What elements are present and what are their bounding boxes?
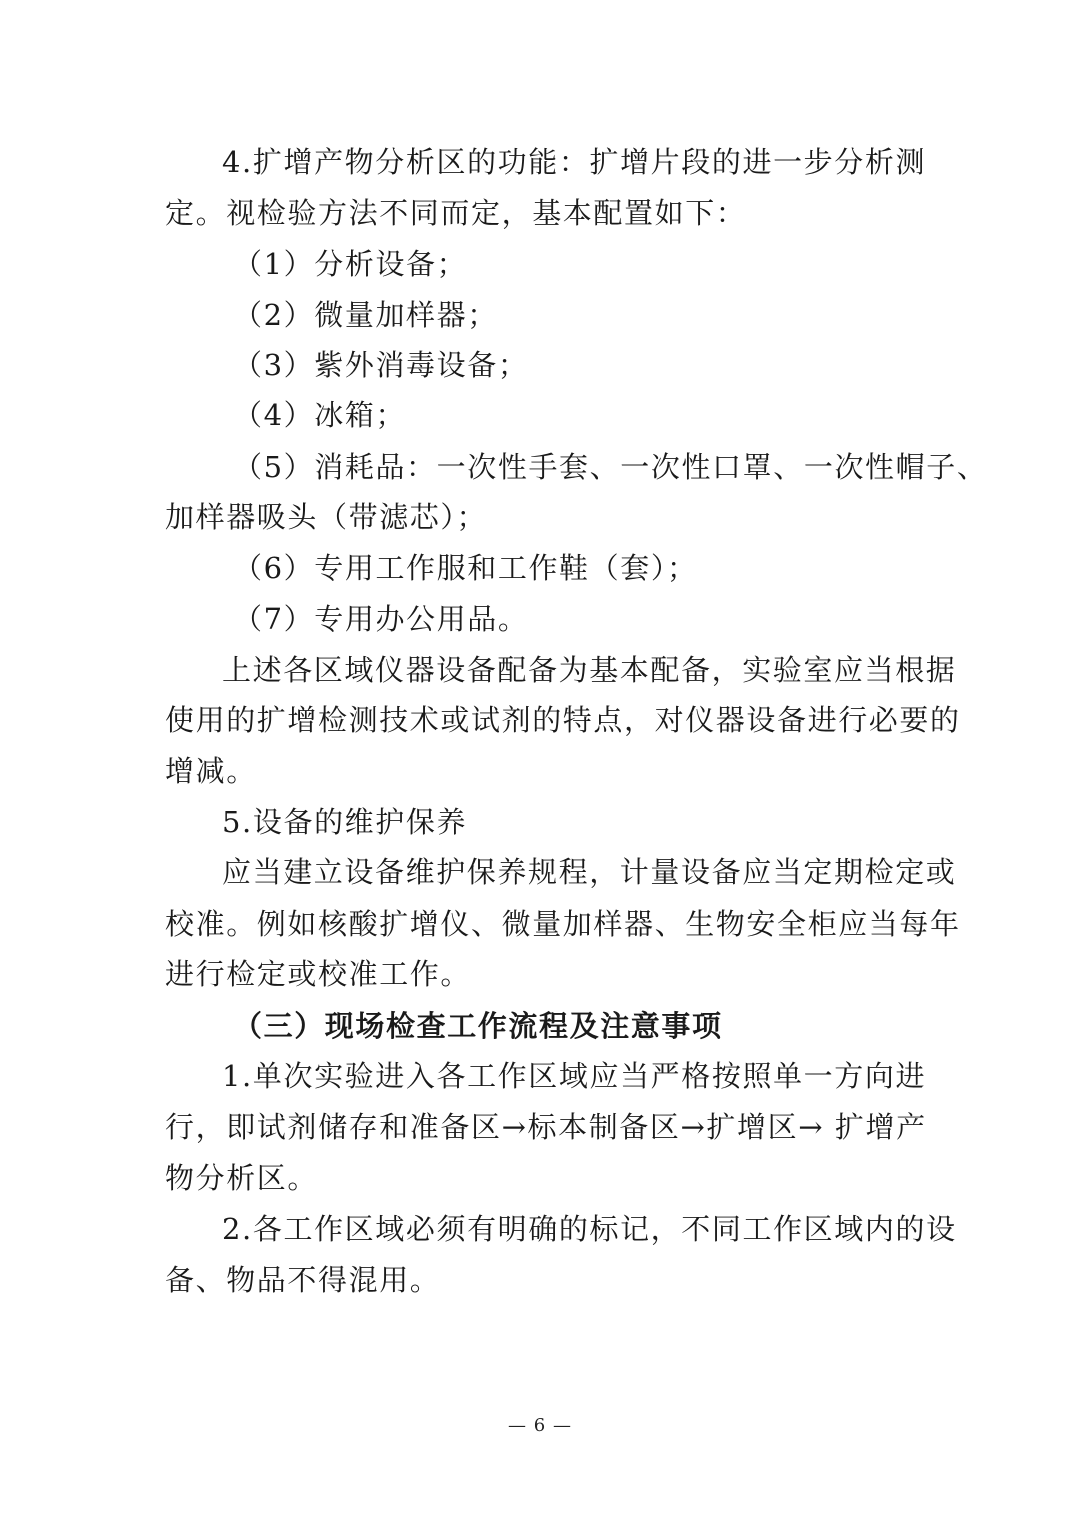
section-heading: （三）现场检查工作流程及注意事项 [233, 1009, 723, 1043]
list-item: （6）专用工作服和工作鞋（套）； [233, 551, 698, 585]
paragraph-line: 进行检定或校准工作。 [165, 957, 472, 991]
paragraph-line: 校准。例如核酸扩增仪、微量加样器、生物安全柜应当每年 [165, 907, 961, 941]
paragraph-line: 应当建立设备维护保养规程，计量设备应当定期检定或 [222, 855, 957, 889]
paragraph-line: 物分析区。 [165, 1161, 319, 1195]
list-item: （2）微量加样器； [233, 298, 498, 332]
paragraph-line: 加样器吸头（带滤芯）； [165, 500, 488, 534]
list-item: （7）专用办公用品。 [233, 602, 529, 636]
paragraph-line: 定。视检验方法不同而定，基本配置如下： [165, 196, 747, 230]
paragraph-line: 1.单次实验进入各工作区域应当严格按照单一方向进 [222, 1059, 927, 1093]
section-title: 5.设备的维护保养 [222, 805, 468, 839]
paragraph-line: 使用的扩增检测技术或试剂的特点，对仪器设备进行必要的 [165, 703, 961, 737]
paragraph-line: 备、物品不得混用。 [165, 1263, 441, 1297]
paragraph-line: 行，即试剂储存和准备区→标本制备区→扩增区→ 扩增产 [165, 1110, 927, 1144]
list-item: （3）紫外消毒设备； [233, 348, 529, 382]
list-item: （4）冰箱； [233, 398, 407, 432]
list-item: （5）消耗品：一次性手套、一次性口罩、一次性帽子、 [233, 450, 988, 484]
paragraph-line: 4.扩增产物分析区的功能：扩增片段的进一步分析测 [222, 145, 927, 179]
page-number: — 6 — [508, 1415, 572, 1436]
list-item: （1）分析设备； [233, 247, 468, 281]
paragraph-line: 2.各工作区域必须有明确的标记，不同工作区域内的设 [222, 1212, 957, 1246]
paragraph-line: 上述各区域仪器设备配备为基本配备，实验室应当根据 [222, 653, 957, 687]
paragraph-line: 增减。 [165, 754, 257, 788]
